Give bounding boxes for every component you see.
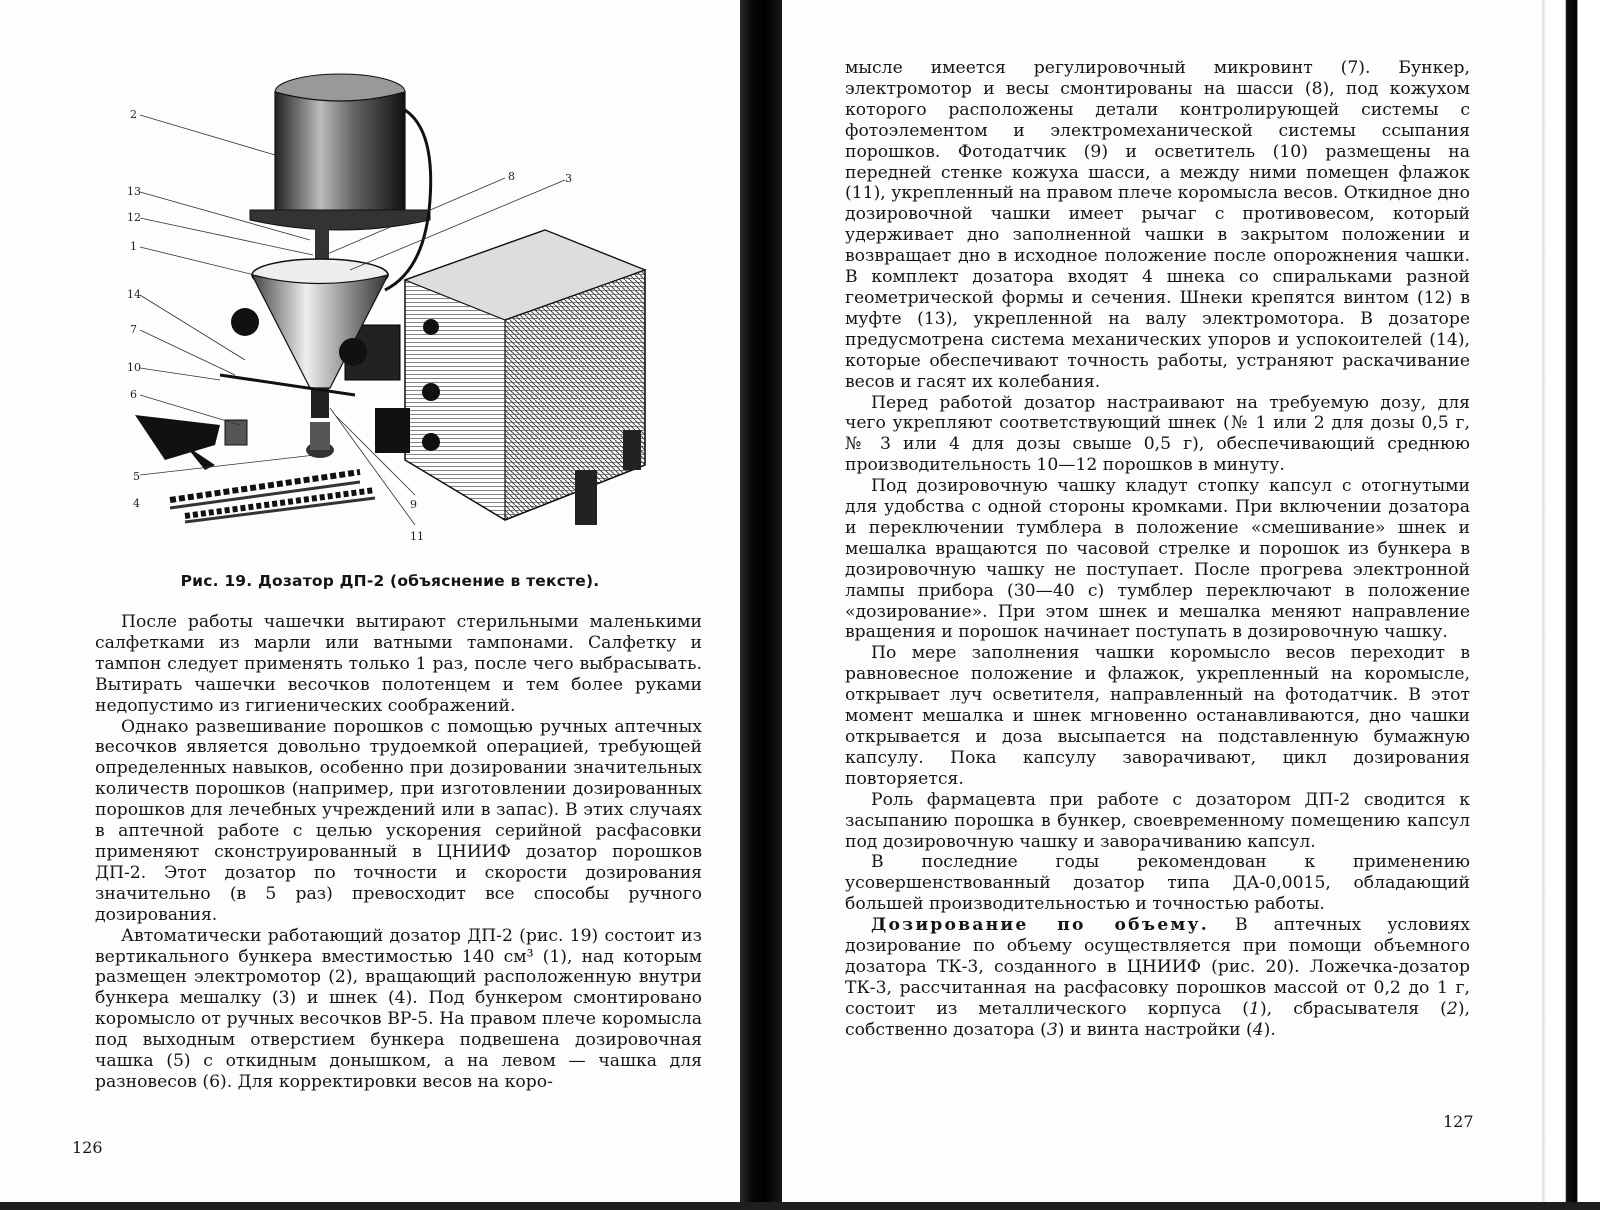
paragraph-7-part-e: ). xyxy=(1263,1019,1276,1040)
augers-shape xyxy=(170,472,375,522)
figure-dp2-dispenser xyxy=(125,70,655,555)
callout-13: 13 xyxy=(127,185,141,198)
scan-bottom-edge xyxy=(0,1202,1600,1210)
left-paragraph-2: Однако развешивание порошков с помощью ручных аптечных весочков является довольно трудоемкой операцией, требующей определенных навыков, особенно при дозировании значительных количеств порошков (например, при изготовлении дозированных порошков для лечебных учреждений или в запас). В этих случаях в аптечной работе с целью ускорения серийной расфасовки применяют сконструированный в ЦНИИФ дозатор порошков ДП-2. Этот дозатор по точности и скорости дозирования значительно (в 5 раз) превосходит все способы ручного дозирования. xyxy=(95,716,702,925)
page-number-right: 127 xyxy=(1443,1112,1474,1131)
callout-5: 5 xyxy=(133,470,140,483)
right-paragraph-2: Перед работой дозатор настраивают на требуемую дозу, для чего укрепляют соответствующий шнек (№ 1 или 2 для дозы 0,5 г, № 3 или 4 для дозы свыше 0,5 г), обеспечивающий среднюю производительность 10—12 порошков в минуту. xyxy=(845,392,1470,476)
caption-prefix: Рис. 19. xyxy=(180,572,253,590)
ref-4: 4 xyxy=(1252,1019,1264,1040)
right-paragraph-1: мысле имеется регулировочный микровинт (7). Бункер, электромотор и весы смонтированы на шасси (8), под кожухом которого расположены детали контролирующей системы с фотоэлементом и электромеханической системы ссыпания порошков. Фотодатчик (9) и осветитель (10) размещены на передней стенке кожуха шасси, а между ними помещен флажок (11), укрепленный на правом плече коромысла весов. Откидное дно дозировочной чашки имеет рычаг с противовесом, который удерживает дно заполненной чашки в закрытом положении и возвращает дно в исходное положение после опорожнения чашки. В комплект дозатора входят 4 шнека со спиральками разной геометрической формы и сечения. Шнеки крепятся винтом (12) в муфте (13), укрепленной на валу электромотора. В дозаторе предусмотрена система механических упоров и успокоителей (14), которые обеспечивают точность работы, устраняют раскачивание весов и гасят их колебания. xyxy=(845,58,1470,392)
callout-8: 8 xyxy=(508,170,515,183)
paragraph-7-part-d: ) и винта настройки ( xyxy=(1057,1019,1253,1040)
motor-shape xyxy=(250,74,431,290)
section-heading: Дозирование по объему. xyxy=(871,915,1209,936)
callout-3: 3 xyxy=(565,172,572,185)
callout-9: 9 xyxy=(410,498,417,511)
left-page xyxy=(0,0,740,1210)
ref-3: 3 xyxy=(1046,1019,1058,1040)
right-paragraph-3: Под дозировочную чашку кладут стопку капсул с отогнутыми для удобства с одной стороны кромками. При включении дозатора и переключении тумблера в положение «смешивание» шнек и мешалка вращаются по часовой стрелке и порошок из бункера в дозировочную чашку не поступает. После прогрева электронной лампы прибора (30—40 с) тумблер переключают в положение «дозирование». При этом шнек и мешалка меняют направление вращения и порошок начинает поступать в дозировочную чашку. xyxy=(845,476,1470,643)
figure-caption xyxy=(130,572,650,590)
callout-6: 6 xyxy=(130,388,137,401)
paragraph-7-part-a: В аптечных условиях дозирование по объему осуществляется при помощи объемного дозатора ТК-3, созданного в ЦНИИФ (рис. 20). Ложечка-дозатор ТК-3, рассчитанная на расфасовку порошков массой от 0,2 до 1 г, состоит из металлического корпуса ( xyxy=(845,915,1470,1019)
left-paragraph-1: После работы чашечки вытирают стерильными маленькими салфетками из марли или ватными тампонами. Салфетку и тампон следует применять только 1 раз, после чего выбрасывать. Вытирать чашечки весочков полотенцем и тем более руками недопустимо из гигиенических соображений. xyxy=(95,612,702,716)
left-paragraph-3: Автоматически работающий дозатор ДП-2 (рис. 19) состоит из вертикального бункера вместимостью 140 см³ (1), над которым размещен электромотор (2), вращающий расположенную внутри бункера мешалку (3) и шнек (4). Под бункером смонтировано коромысло от ручных весочков ВР-5. На правом плече коромысла под выходным отверстием бункера подвешена дозировочная чашка (5) с откидным донышком, а на левом — чашка для разновесов (6). Для корректировки весов на коро- xyxy=(95,925,702,1092)
callout-10: 10 xyxy=(127,361,141,374)
book-gutter xyxy=(740,0,782,1210)
callout-2: 2 xyxy=(130,108,137,121)
callout-12: 12 xyxy=(127,211,141,224)
right-paragraph-4: По мере заполнения чашки коромысло весов переходит в равновесное положение и флажок, укрепленный на коромысле, открывает луч осветителя, направленный на фотодатчик. В этот момент мешалка и шнек мгновенно останавливаются, дно чашки открывается и доза высыпается на подставленную бумажную капсулу. Пока капсулу заворачивают, цикл дозирования повторяется. xyxy=(845,643,1470,789)
chassis-shape xyxy=(345,230,645,525)
callout-14: 14 xyxy=(127,288,141,301)
left-body-text xyxy=(95,612,702,1093)
ref-1: 1 xyxy=(1249,998,1260,1019)
callout-7: 7 xyxy=(130,323,137,336)
paragraph-7-part-b: ), сбрасывателя ( xyxy=(1259,998,1447,1019)
right-body-text xyxy=(845,58,1470,1041)
caption-text: Дозатор ДП-2 (объяснение в тексте). xyxy=(258,572,600,590)
paragraph-7-part-c: ), собственно дозатора ( xyxy=(845,998,1470,1040)
right-paragraph-5: Роль фармацевта при работе с дозатором ДП-2 сводится к засыпанию порошка в бункер, своевременному помещению капсул под дозировочную чашку и заворачиванию капсул. xyxy=(845,789,1470,852)
callout-1: 1 xyxy=(130,240,137,253)
right-paragraph-6: В последние годы рекомендован к применению усовершенствованный дозатор типа ДА-0,0015, обладающий большей производительностью и точностью работы. xyxy=(845,852,1470,915)
callout-4: 4 xyxy=(133,497,140,510)
page-edge xyxy=(1542,0,1600,1210)
right-paragraph-7 xyxy=(845,915,1470,1040)
callout-11: 11 xyxy=(410,530,424,543)
ref-2: 2 xyxy=(1446,998,1458,1019)
page-number-left: 126 xyxy=(72,1138,103,1157)
right-page xyxy=(782,0,1542,1210)
